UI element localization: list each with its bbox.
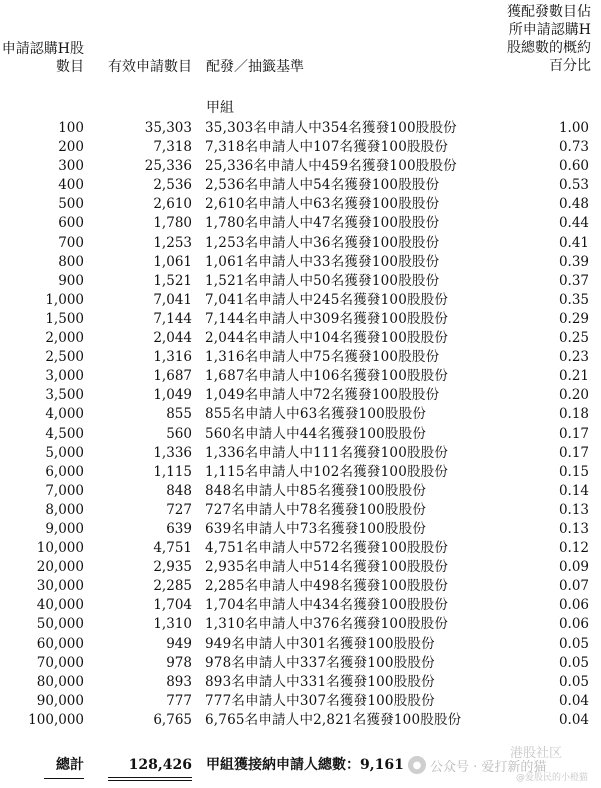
cell-basis: 1,687名申請人中106名獲發100股股份 xyxy=(205,368,449,385)
table-row xyxy=(0,539,601,558)
cell-applications: 6,765 xyxy=(153,711,192,728)
cell-applications: 1,310 xyxy=(153,616,192,633)
cell-shares: 100 xyxy=(58,120,84,136)
cell-applications: 35,303 xyxy=(144,120,192,136)
total-label: 總計 xyxy=(56,757,84,773)
cell-shares: 10,000 xyxy=(36,540,84,557)
cell-basis: 1,115名申請人中102名獲發100股股份 xyxy=(205,463,449,480)
cell-shares: 40,000 xyxy=(36,597,84,614)
cell-percent: 0.53 xyxy=(558,177,589,194)
cell-applications: 2,536 xyxy=(153,177,192,194)
cell-basis: 893名申請人中331名獲發100股股份 xyxy=(205,673,435,690)
table-row xyxy=(0,214,601,233)
wechat-bubble-icon: ● xyxy=(408,756,426,774)
header-shares xyxy=(0,40,84,76)
table-row xyxy=(0,654,601,673)
table-row xyxy=(0,577,601,596)
cell-basis: 2,536名申請人中54名獲發100股股份 xyxy=(205,177,440,194)
group-title: 甲組 xyxy=(206,100,234,116)
cell-percent: 0.06 xyxy=(558,597,589,614)
cell-percent: 0.21 xyxy=(558,368,589,385)
cell-applications: 2,610 xyxy=(153,196,192,213)
table-row xyxy=(0,692,601,711)
cell-applications: 7,041 xyxy=(153,291,192,308)
cell-applications: 1,253 xyxy=(153,234,192,251)
cell-basis: 4,751名申請人中572名獲發100股股份 xyxy=(205,540,449,557)
cell-shares: 7,000 xyxy=(45,482,84,499)
cell-percent: 0.60 xyxy=(558,158,589,175)
cell-basis: 2,610名申請人中63名獲發100股股份 xyxy=(205,196,440,213)
cell-applications: 1,521 xyxy=(153,272,192,289)
cell-basis: 2,285名申請人中498名獲發100股股份 xyxy=(205,578,449,595)
cell-shares: 900 xyxy=(58,272,84,289)
cell-basis: 1,316名申請人中75名獲發100股股份 xyxy=(205,349,440,366)
cell-percent: 0.17 xyxy=(558,444,589,461)
cell-applications: 978 xyxy=(166,654,192,671)
cell-percent: 0.07 xyxy=(558,578,589,595)
header-basis: 配發／抽籤基準 xyxy=(206,59,304,75)
header-percent-line4: 百分比 xyxy=(549,58,591,74)
cell-shares: 800 xyxy=(58,253,84,270)
cell-basis: 560名申請人中44名獲發100股股份 xyxy=(205,425,427,442)
table-row xyxy=(0,596,601,615)
cell-basis: 1,336名申請人中111名獲發100股股份 xyxy=(205,444,449,461)
cell-basis: 1,704名申請人中434名獲發100股股份 xyxy=(205,597,449,614)
total-underline-top xyxy=(108,777,192,778)
cell-basis: 949名申請人中301名獲發100股股份 xyxy=(205,635,435,652)
cell-shares: 4,500 xyxy=(45,425,84,442)
table-row xyxy=(0,482,601,501)
cell-applications: 1,115 xyxy=(153,463,192,480)
cell-applications: 893 xyxy=(166,673,192,690)
cell-shares: 6,000 xyxy=(45,463,84,480)
table-row xyxy=(0,367,601,386)
cell-basis: 1,253名申請人中36名獲發100股股份 xyxy=(205,234,440,251)
table-row xyxy=(0,310,601,329)
cell-applications: 7,318 xyxy=(153,139,192,156)
cell-basis: 6,765名申請人中2,821名獲發100股股份 xyxy=(205,711,462,728)
cell-percent: 0.35 xyxy=(558,291,589,308)
cell-shares: 500 xyxy=(58,196,84,213)
cell-shares: 80,000 xyxy=(36,673,84,690)
cell-shares: 2,500 xyxy=(45,349,84,366)
table-row xyxy=(0,425,601,444)
total-note: 甲組獲接納申請人總數：9,161 xyxy=(206,757,404,773)
table-row xyxy=(0,558,601,577)
cell-shares: 3,000 xyxy=(45,368,84,385)
cell-applications: 560 xyxy=(166,425,192,442)
cell-percent: 0.37 xyxy=(558,272,589,289)
header-percent-line3: 股總數的概約 xyxy=(507,40,591,56)
cell-percent: 0.09 xyxy=(558,559,589,576)
cell-shares: 30,000 xyxy=(36,578,84,595)
cell-percent: 0.29 xyxy=(558,310,589,327)
cell-basis: 2,044名申請人中104名獲發100股股份 xyxy=(205,330,449,347)
cell-percent: 0.18 xyxy=(558,406,589,423)
cell-percent: 0.13 xyxy=(558,520,589,537)
table-row xyxy=(0,329,601,348)
cell-applications: 2,935 xyxy=(153,559,192,576)
cell-percent: 0.73 xyxy=(558,139,589,156)
cell-basis: 7,144名申請人中309名獲發100股股份 xyxy=(205,310,449,327)
cell-percent: 0.06 xyxy=(558,616,589,633)
cell-applications: 777 xyxy=(166,692,192,709)
cell-applications: 25,336 xyxy=(144,158,192,175)
table-row xyxy=(0,635,601,654)
table-row xyxy=(0,195,601,214)
cell-applications: 1,316 xyxy=(153,349,192,366)
cell-basis: 1,061名申請人中33名獲發100股股份 xyxy=(205,253,440,270)
cell-shares: 90,000 xyxy=(36,692,84,709)
cell-shares: 300 xyxy=(58,158,84,175)
table-row xyxy=(0,291,601,310)
cell-shares: 60,000 xyxy=(36,635,84,652)
cell-applications: 1,061 xyxy=(153,253,192,270)
cell-basis: 777名申請人中307名獲發100股股份 xyxy=(205,692,435,709)
cell-basis: 35,303名申請人中354名獲發100股股份 xyxy=(205,120,457,136)
cell-applications: 2,044 xyxy=(153,330,192,347)
cell-percent: 0.25 xyxy=(558,330,589,347)
cell-percent: 0.05 xyxy=(558,654,589,671)
cell-shares: 4,000 xyxy=(45,406,84,423)
cell-applications: 7,144 xyxy=(153,310,192,327)
cell-shares: 700 xyxy=(58,234,84,251)
cell-basis: 1,521名申請人中50名獲發100股股份 xyxy=(205,272,440,289)
table-row xyxy=(0,272,601,291)
cell-percent: 0.04 xyxy=(558,692,589,709)
cell-applications: 727 xyxy=(166,501,192,518)
cell-applications: 848 xyxy=(166,482,192,499)
table-row xyxy=(0,253,601,272)
table-row xyxy=(0,157,601,176)
cell-basis: 855名申請人中63名獲發100股股份 xyxy=(205,406,427,423)
cell-shares: 400 xyxy=(58,177,84,194)
cell-applications: 639 xyxy=(166,520,192,537)
header-percent xyxy=(481,3,591,75)
cell-percent: 0.20 xyxy=(558,387,589,404)
cell-percent: 0.05 xyxy=(558,635,589,652)
cell-shares: 8,000 xyxy=(45,501,84,518)
cell-applications: 949 xyxy=(166,635,192,652)
cell-percent: 0.05 xyxy=(558,673,589,690)
cell-applications: 1,336 xyxy=(153,444,192,461)
cell-basis: 7,041名申請人中245名獲發100股股份 xyxy=(205,291,449,308)
cell-shares: 3,500 xyxy=(45,387,84,404)
cell-applications: 1,687 xyxy=(153,368,192,385)
table-row xyxy=(0,615,601,634)
watermark-brand: 港股社区 xyxy=(510,746,563,761)
table-row xyxy=(0,444,601,463)
cell-shares: 9,000 xyxy=(45,520,84,537)
allocation-table xyxy=(0,119,601,730)
cell-basis: 1,780名申請人中47名獲發100股股份 xyxy=(205,215,440,232)
cell-percent: 0.04 xyxy=(558,711,589,728)
cell-basis: 2,935名申請人中514名獲發100股股份 xyxy=(205,559,449,576)
table-row xyxy=(0,138,601,157)
table-row xyxy=(0,176,601,195)
cell-applications: 1,049 xyxy=(153,387,192,404)
cell-basis: 1,049名申請人中72名獲發100股股份 xyxy=(205,387,440,404)
total-underline-bottom xyxy=(108,780,192,781)
table-row xyxy=(0,234,601,253)
cell-percent: 0.44 xyxy=(558,215,589,232)
cell-applications: 1,704 xyxy=(153,597,192,614)
table-row xyxy=(0,520,601,539)
cell-shares: 20,000 xyxy=(36,559,84,576)
header-percent-line1: 獲配發數目佔 xyxy=(507,4,591,20)
cell-basis: 978名申請人中337名獲發100股股份 xyxy=(205,654,435,671)
cell-percent: 1.00 xyxy=(558,120,589,136)
header-percent-line2: 所申請認購H xyxy=(508,22,591,38)
cell-shares: 2,000 xyxy=(45,330,84,347)
cell-shares: 600 xyxy=(58,215,84,232)
cell-basis: 639名申請人中73名獲發100股股份 xyxy=(205,520,427,537)
cell-percent: 0.41 xyxy=(558,234,589,251)
cell-applications: 1,780 xyxy=(153,215,192,232)
cell-percent: 0.13 xyxy=(558,501,589,518)
table-row xyxy=(0,501,601,520)
watermark-text: 公众号 · 爱打新的猫 xyxy=(430,759,547,775)
table-row xyxy=(0,119,601,138)
cell-shares: 200 xyxy=(58,139,84,156)
table-row xyxy=(0,348,601,367)
cell-applications: 4,751 xyxy=(153,540,192,557)
cell-shares: 1,000 xyxy=(45,291,84,308)
cell-percent: 0.15 xyxy=(558,463,589,480)
cell-shares: 1,500 xyxy=(45,310,84,327)
cell-percent: 0.48 xyxy=(558,196,589,213)
watermark-sub: @爱股民的小橙猫 xyxy=(516,773,589,783)
cell-applications: 2,285 xyxy=(153,578,192,595)
cell-shares: 100,000 xyxy=(28,711,84,728)
table-row xyxy=(0,405,601,424)
table-row xyxy=(0,673,601,692)
cell-percent: 0.23 xyxy=(558,349,589,366)
header-shares-line1: 申請認購H股 xyxy=(1,41,84,57)
table-row xyxy=(0,463,601,482)
cell-percent: 0.12 xyxy=(558,540,589,557)
cell-shares: 5,000 xyxy=(45,444,84,461)
cell-basis: 1,310名申請人中376名獲發100股股份 xyxy=(205,616,449,633)
cell-basis: 727名申請人中78名獲發100股股份 xyxy=(205,501,427,518)
cell-percent: 0.14 xyxy=(558,482,589,499)
cell-applications: 855 xyxy=(166,406,192,423)
cell-shares: 50,000 xyxy=(36,616,84,633)
cell-basis: 848名申請人中85名獲發100股股份 xyxy=(205,482,427,499)
total-label-underline xyxy=(44,778,84,779)
header-applications: 有效申請數目 xyxy=(108,59,192,75)
total-value: 128,426 xyxy=(128,757,192,773)
cell-basis: 7,318名申請人中107名獲發100股股份 xyxy=(205,139,449,156)
cell-shares: 70,000 xyxy=(36,654,84,671)
table-row xyxy=(0,386,601,405)
table-row xyxy=(0,711,601,730)
header-shares-line2: 數目 xyxy=(56,59,84,75)
cell-percent: 0.17 xyxy=(558,425,589,442)
cell-percent: 0.39 xyxy=(558,253,589,270)
cell-basis: 25,336名申請人中459名獲發100股股份 xyxy=(205,158,457,175)
